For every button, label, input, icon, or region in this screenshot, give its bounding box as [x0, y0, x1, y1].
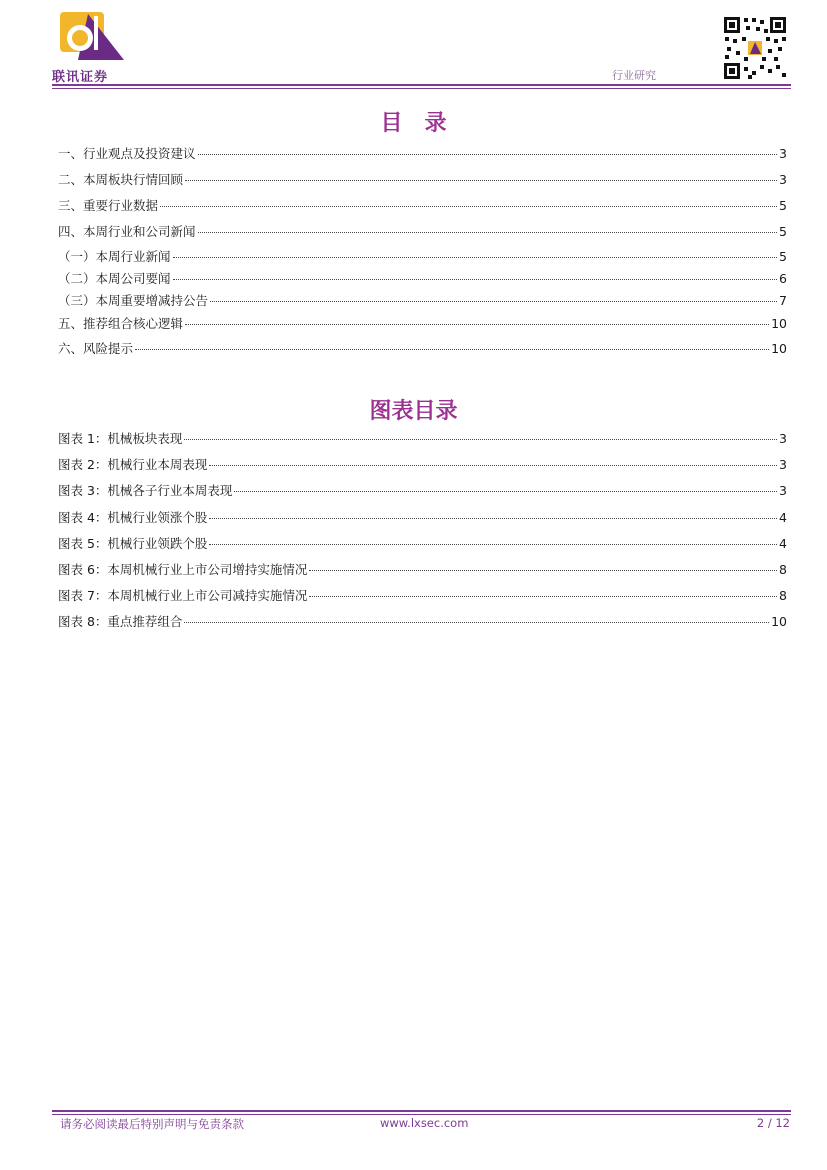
figure-item-label: 图表 7：本周机械行业上市公司减持实施情况: [58, 588, 308, 603]
figure-item[interactable]: [58, 455, 787, 473]
figure-item-page: 3: [779, 483, 787, 498]
figure-item-page: 3: [779, 431, 787, 446]
company-logo: [52, 10, 152, 85]
dot-leader: [234, 491, 777, 492]
figure-item-label: 图表 1：机械板块表现: [58, 431, 183, 446]
dot-leader: [160, 206, 777, 207]
figure-item-label: 图表 5：机械行业领跌个股: [58, 536, 208, 551]
header-divider: [52, 84, 791, 86]
toc-item-page: 5: [779, 249, 787, 264]
toc-item[interactable]: [58, 222, 787, 240]
toc-item-label: （二）本周公司要闻: [58, 271, 171, 286]
toc-item-label: （三）本周重要增减持公告: [58, 293, 209, 308]
figure-item-page: 10: [771, 614, 787, 629]
figure-item-page: 3: [779, 457, 787, 472]
dot-leader: [185, 180, 777, 181]
toc-item-page: 10: [771, 316, 787, 331]
toc-item-label: 五、推荐组合核心逻辑: [58, 316, 184, 331]
figure-item-label: 图表 4：机械行业领涨个股: [58, 510, 208, 525]
footer-divider: [52, 1110, 791, 1112]
dot-leader: [184, 622, 769, 623]
toc-item-page: 3: [779, 146, 787, 161]
figure-item-page: 8: [779, 562, 787, 577]
header-divider-thin: [52, 88, 791, 89]
dot-leader: [198, 232, 778, 233]
dot-leader: [309, 596, 777, 597]
figure-item-page: 4: [779, 536, 787, 551]
toc-item-page: 5: [779, 198, 787, 213]
figure-item[interactable]: [58, 560, 787, 578]
toc-item-label: 二、本周板块行情回顾: [58, 172, 184, 187]
toc-item-page: 7: [779, 293, 787, 308]
footer-page-indicator: 2 / 12: [756, 1116, 790, 1130]
toc-item[interactable]: [58, 170, 787, 188]
toc-item-page: 10: [771, 341, 787, 356]
toc-item[interactable]: [58, 339, 787, 357]
footer-website-link[interactable]: www.lxsec.com: [380, 1116, 469, 1130]
footer-disclaimer: 请务必阅读最后特别声明与免责条款: [60, 1117, 244, 1131]
dot-leader: [173, 279, 778, 280]
figure-item-label: 图表 3：机械各子行业本周表现: [58, 483, 233, 498]
toc-item-label: 三、重要行业数据: [58, 198, 159, 213]
figure-item-label: 图表 6：本周机械行业上市公司增持实施情况: [58, 562, 308, 577]
toc-item[interactable]: [58, 247, 787, 265]
toc-item[interactable]: [58, 144, 787, 162]
dot-leader: [309, 570, 777, 571]
figure-item-page: 8: [779, 588, 787, 603]
toc-item-label: 四、本周行业和公司新闻: [58, 224, 196, 239]
figure-item-page: 4: [779, 510, 787, 525]
logo-text: 联讯证券: [52, 70, 109, 85]
figure-item-label: 图表 8：重点推荐组合: [58, 614, 183, 629]
toc-item-page: 6: [779, 271, 787, 286]
figure-item[interactable]: [58, 429, 787, 447]
footer-divider-thin: [52, 1114, 791, 1115]
report-category: 行业研究: [612, 69, 656, 82]
figure-item[interactable]: [58, 586, 787, 604]
toc-item-label: （一）本周行业新闻: [58, 249, 171, 264]
figures-title: 图表目录: [369, 398, 458, 424]
dot-leader: [135, 349, 769, 350]
toc-title: 目 录: [380, 110, 447, 136]
toc-item-label: 一、行业观点及投资建议: [58, 146, 196, 161]
qr-code-icon: [722, 15, 788, 81]
toc-item[interactable]: [58, 314, 787, 332]
dot-leader: [209, 544, 777, 545]
toc-item[interactable]: [58, 196, 787, 214]
dot-leader: [184, 439, 777, 440]
dot-leader: [198, 154, 778, 155]
toc-item-label: 六、风险提示: [58, 341, 134, 356]
toc-item-page: 3: [779, 172, 787, 187]
figure-item[interactable]: [58, 534, 787, 552]
toc-item-page: 5: [779, 224, 787, 239]
toc-item[interactable]: [58, 269, 787, 287]
figure-item[interactable]: [58, 612, 787, 630]
figure-item[interactable]: [58, 481, 787, 499]
dot-leader: [173, 257, 778, 258]
toc-item[interactable]: [58, 291, 787, 309]
dot-leader: [209, 465, 777, 466]
logo-mark-icon: [58, 10, 128, 66]
dot-leader: [210, 301, 777, 302]
figure-item-label: 图表 2：机械行业本周表现: [58, 457, 208, 472]
dot-leader: [209, 518, 777, 519]
dot-leader: [185, 324, 769, 325]
figure-item[interactable]: [58, 508, 787, 526]
